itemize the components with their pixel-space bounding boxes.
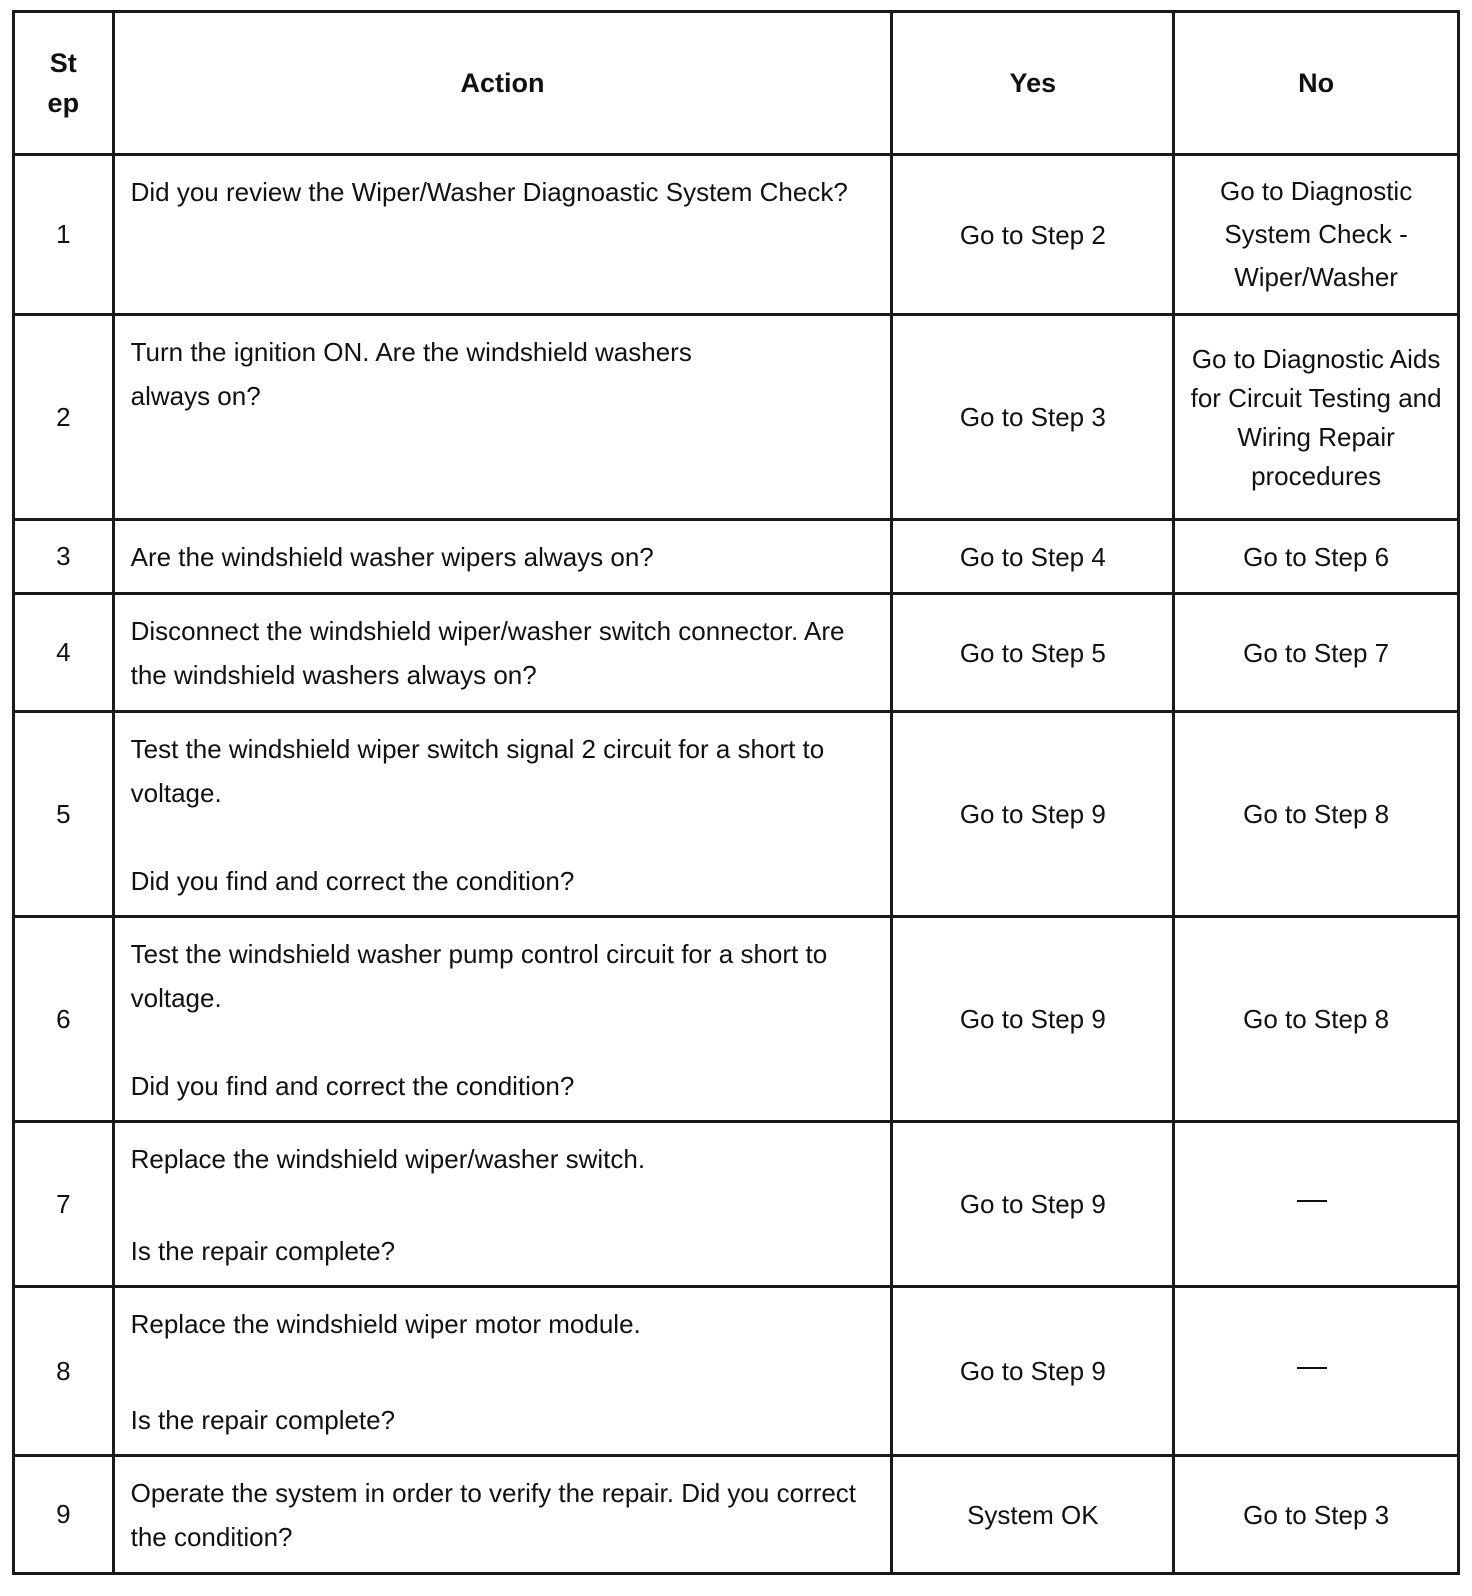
step-number: 4 xyxy=(14,594,114,712)
step-number: 9 xyxy=(14,1456,114,1574)
no-value xyxy=(1334,1375,1335,1376)
dash-icon xyxy=(1297,1200,1327,1202)
no-cell xyxy=(1174,1122,1459,1287)
action-cell xyxy=(113,1122,892,1287)
action-cell xyxy=(113,1287,892,1456)
table-row xyxy=(14,712,1459,917)
header-row xyxy=(14,12,1459,155)
action-text: Are the windshield washer wipers always on? xyxy=(130,541,654,572)
table-row xyxy=(14,520,1459,594)
no-cell: Go to Step 8 xyxy=(1174,917,1459,1122)
table-row xyxy=(14,1122,1459,1287)
yes-cell: Go to Step 5 xyxy=(892,594,1174,712)
dash-icon xyxy=(1297,1367,1327,1369)
header-step-line1: St xyxy=(49,48,77,78)
action-cell xyxy=(113,917,892,1122)
no-cell: Go to Step 7 xyxy=(1174,594,1459,712)
step-number: 2 xyxy=(14,315,114,520)
table-row xyxy=(14,1287,1459,1456)
action-cell xyxy=(113,315,892,520)
table-row xyxy=(14,1456,1459,1574)
step-number: 7 xyxy=(14,1122,114,1287)
yes-cell: Go to Step 9 xyxy=(892,1122,1174,1287)
action-text: Turn the ignition ON. Are the windshield washers always on? xyxy=(130,337,692,411)
action-text: Did you review the Wiper/Washer Diagnoastic System Check? xyxy=(130,177,848,207)
step-number: 8 xyxy=(14,1287,114,1456)
diagnostic-table xyxy=(12,10,1460,1575)
yes-cell: Go to Step 9 xyxy=(892,1287,1174,1456)
action-text: Replace the windshield wiper/washer switch. xyxy=(130,1144,646,1174)
table-row xyxy=(14,155,1459,315)
action-question: Did you find and correct the condition? xyxy=(130,1071,575,1101)
header-step-line2: ep xyxy=(47,88,80,118)
yes-cell: System OK xyxy=(892,1456,1174,1574)
action-text: Test the windshield washer pump control circuit for a short to voltage. xyxy=(130,939,828,1013)
header-no: No xyxy=(1174,12,1459,155)
action-cell xyxy=(113,520,892,594)
no-cell xyxy=(1174,1287,1459,1456)
action-question: Is the repair complete? xyxy=(130,1405,396,1435)
no-cell: Go to Step 6 xyxy=(1174,520,1459,594)
step-number: 5 xyxy=(14,712,114,917)
action-question: Is the repair complete? xyxy=(130,1236,396,1266)
table-row xyxy=(14,315,1459,520)
no-cell: Go to Step 8 xyxy=(1174,712,1459,917)
yes-cell: Go to Step 9 xyxy=(892,917,1174,1122)
header-step xyxy=(14,12,114,155)
action-question: Did you find and correct the condition? xyxy=(130,866,575,896)
step-number: 3 xyxy=(14,520,114,594)
action-text: Operate the system in order to verify the repair. Did you correct the condition? xyxy=(130,1478,857,1552)
action-cell xyxy=(113,594,892,712)
no-cell: Go to Diagnostic Aids for Circuit Testing and Wiring Repair procedures xyxy=(1174,315,1459,520)
no-cell: Go to Diagnostic System Check - Wiper/Washer xyxy=(1174,155,1459,315)
table-row xyxy=(14,594,1459,712)
action-cell xyxy=(113,712,892,917)
step-number: 6 xyxy=(14,917,114,1122)
action-text: Test the windshield wiper switch signal 2 circuit for a short to voltage. xyxy=(130,734,825,808)
action-cell xyxy=(113,155,892,315)
header-yes: Yes xyxy=(892,12,1174,155)
no-value xyxy=(1334,1208,1335,1209)
no-cell: Go to Step 3 xyxy=(1174,1456,1459,1574)
yes-cell: Go to Step 2 xyxy=(892,155,1174,315)
step-number: 1 xyxy=(14,155,114,315)
yes-cell: Go to Step 4 xyxy=(892,520,1174,594)
action-text: Replace the windshield wiper motor module. xyxy=(130,1309,641,1339)
yes-cell: Go to Step 9 xyxy=(892,712,1174,917)
action-cell xyxy=(113,1456,892,1574)
action-text: Disconnect the windshield wiper/washer switch connector. Are the windshield washers always on? xyxy=(130,616,845,690)
table-row xyxy=(14,917,1459,1122)
header-action: Action xyxy=(113,12,892,155)
yes-cell: Go to Step 3 xyxy=(892,315,1174,520)
